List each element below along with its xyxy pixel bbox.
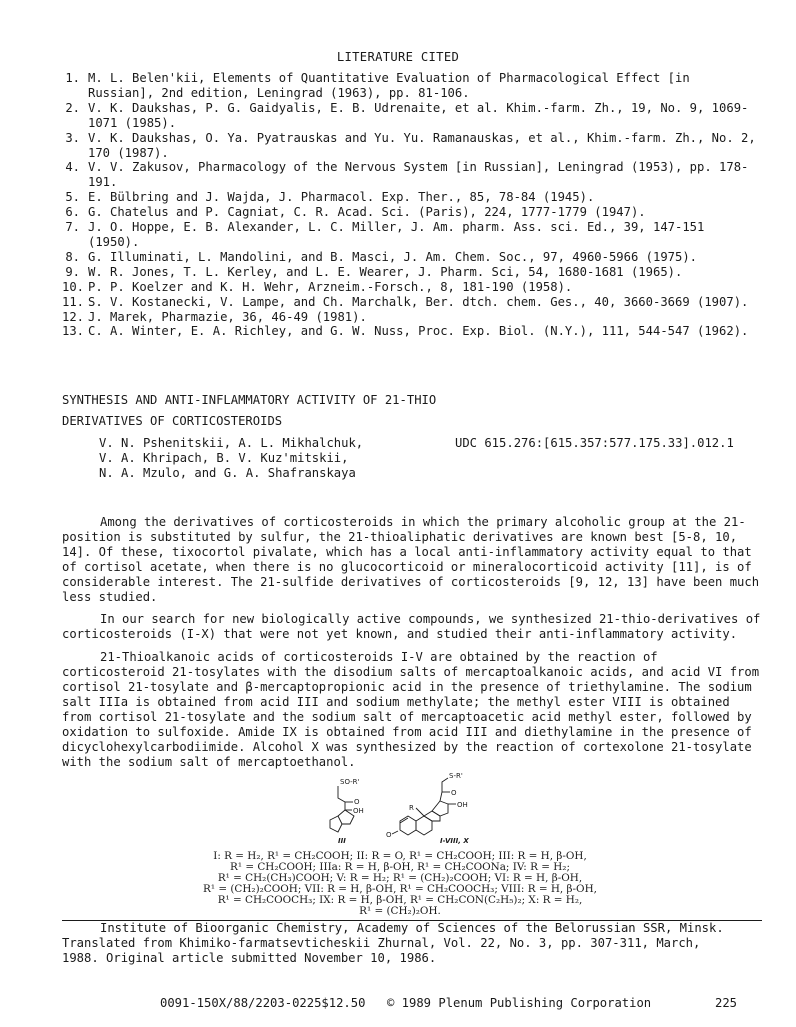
reference-item — [62, 205, 762, 220]
left-substituent-label: SO-R' — [340, 778, 360, 786]
article-body — [62, 515, 762, 778]
reference-text: G. Illuminati, L. Mandolini, and B. Masci, J. Am. Chem. Soc., 97, 4960-5966 (1975). — [88, 249, 698, 264]
article-title-line: DERIVATIVES OF CORTICOSTEROIDS — [62, 414, 283, 428]
article-title-line: SYNTHESIS AND ANTI-INFLAMMATORY ACTIVITY OF 21-THIO — [62, 393, 437, 407]
right-compound-numbers: I-VIII, X — [440, 837, 469, 845]
reference-text: W. R. Jones, T. L. Kerley, and L. E. Wearer, J. Pharm. Sci, 54, 1680-1681 (1965). — [88, 264, 683, 279]
body-paragraph: In our search for new biologically active compounds, we synthesized 21-thio-derivatives of corticosteroids (I-X) that were not yet known, and studied their anti-inflammatory activity. — [62, 612, 761, 642]
reference-number: 11. — [62, 294, 85, 309]
reference-item — [62, 160, 762, 190]
affiliation-line: Institute of Bioorganic Chemistry, Academy of Sciences of the Belorussian SSR, Minsk. — [100, 921, 724, 935]
right-oxo-label: O — [451, 789, 457, 797]
reference-item — [62, 190, 762, 205]
reference-text: P. P. Koelzer and K. H. Wehr, Arzneim.-Forsch., 8, 181-190 (1958). — [88, 279, 573, 294]
reference-text: J. O. Hoppe, E. B. Alexander, L. C. Miller, J. Am. pharm. Ass. sci. Ed., 39, 147-151 (1950). — [88, 220, 705, 249]
compound-key-line: R¹ = CH₂COOCH₃; IX: R = H, β-OH, R¹ = CH₂CON(C₂H₅)₂; X: R = H₂, — [217, 893, 583, 906]
reference-text: E. Bülbring and J. Wajda, J. Pharmacol. Exp. Ther., 85, 78-84 (1945). — [88, 190, 595, 205]
left-compound-number: III — [338, 837, 346, 845]
author-line: V. A. Khripach, B. V. Kuz'mitskii, — [99, 450, 349, 465]
reference-number: 5. — [65, 190, 80, 205]
udc-code: UDC 615.276:[615.357:577.175.33].012.1 — [455, 436, 734, 450]
body-paragraph: 21-Thioalkanoic acids of corticosteroids I-V are obtained by the reaction of corticosteroid 21-tosylates with the disodium salts of mercaptoalkanoic acids, and acid VI from cortisol 21-tosylate and β-mercaptopropionic acid in the presence of triethylamine. The sodium salt IIIa is obtained from acid III and sodium methylate; the methyl ester VIII is obtained from cortisol 21-tosylate and the sodium salt of mercaptoacetic acid methyl ester, followed by oxidation to sulfoxide. Amide IX is obtained from acid III and diethylamine in the presence of dicyclohexylcarbodiimide. Alcohol X was synthesized by the reaction of cortexolone 21-tosylate with the sodium salt of mercaptoethanol. — [62, 650, 760, 769]
right-substituent-label: S-R' — [449, 772, 463, 780]
reference-item — [62, 250, 762, 265]
reference-number: 13. — [62, 324, 85, 339]
copyright-notice: © 1989 Plenum Publishing Corporation — [387, 996, 652, 1010]
r-group-label: R — [409, 804, 414, 812]
reference-text: V. V. Zakusov, Pharmacology of the Nervous System [in Russian], Leningrad (1953), pp. 178-191. — [88, 160, 749, 190]
compound-key-line: R¹ = CH₂(CH₃)COOH; V: R = H₂; R¹ = (CH₂)₂COOH; VI: R = H, β-OH, — [217, 871, 583, 884]
reference-number: 1. — [65, 71, 80, 85]
reference-text: M. L. Belen'kii, Elements of Quantitative Evaluation of Pharmacological Effect [in Russian], 2nd edition, Leningrad (1963), pp. 81-106. — [88, 71, 690, 100]
compound-key — [180, 851, 620, 916]
reference-item — [62, 324, 762, 339]
author-list — [99, 436, 363, 481]
reference-text: S. V. Kostanecki, V. Lampe, and Ch. Marchalk, Ber. dtch. chem. Ges., 40, 3660-3669 (1907). — [88, 294, 749, 309]
reference-item — [62, 265, 762, 280]
left-oxo-label: O — [354, 798, 360, 806]
literature-cited-heading: LITERATURE CITED — [336, 50, 460, 64]
reference-text: J. Marek, Pharmazie, 36, 46-49 (1981). — [88, 309, 367, 324]
translation-line: Translated from Khimiko-farmatsevticheskii Zhurnal, Vol. 22, No. 3, pp. 307-311, March, — [62, 935, 701, 950]
article-title — [62, 390, 436, 432]
reference-number: 12. — [62, 309, 85, 324]
ketone-oxygen-label: O — [386, 831, 392, 839]
reference-text: G. Chatelus and P. Cagniat, C. R. Acad. Sci. (Paris), 224, 1777-1779 (1947). — [88, 205, 646, 220]
reference-number: 6. — [65, 205, 80, 220]
reference-number: 10. — [62, 279, 85, 294]
reference-item — [62, 71, 762, 101]
author-line: N. A. Mzulo, and G. A. Shafranskaya — [99, 465, 356, 480]
reference-item — [62, 280, 762, 295]
reference-item — [62, 310, 762, 325]
compound-key-line: R¹ = (CH₂)₂COOH; VII: R = H, β-OH, R¹ = CH₂COOCH₃; VIII: R = H, β-OH, — [203, 882, 597, 895]
reference-number: 4. — [65, 160, 80, 175]
reference-text: V. K. Daukshas, O. Ya. Pyatrauskas and Yu. Yu. Ramanauskas, et al., Khim.-farm. Zh., No. 2, 170 (1987). — [88, 130, 756, 160]
submission-line: 1988. Original article submitted November 10, 1986. — [62, 950, 437, 965]
reference-number: 7. — [65, 220, 80, 235]
author-line: V. N. Pshenitskii, A. L. Mikhalchuk, — [99, 436, 364, 450]
chemical-structure-figure — [312, 768, 492, 848]
compound-key-line: R¹ = (CH₂)₂OH. — [359, 904, 441, 917]
reference-text: V. K. Daukshas, P. G. Gaidyalis, E. B. Udrenaite, et al. Khim.-farm. Zh., 19, No. 9, 1069-1071 (1985). — [88, 100, 749, 130]
left-hydroxyl-label: OH — [353, 807, 364, 815]
reference-item — [62, 101, 762, 131]
reference-item — [62, 220, 762, 250]
reference-item — [62, 131, 762, 161]
compound-key-line: R¹ = CH₂COOH; IIIa: R = H, β-OH, R¹ = CH₂COONa; IV: R = H₂; — [230, 860, 570, 873]
right-hydroxyl-label: OH — [457, 801, 468, 809]
affiliation-footnote — [62, 921, 762, 966]
article-code: 0091-150X/88/2203-0225$12.50 — [160, 996, 366, 1010]
reference-number: 9. — [65, 264, 80, 279]
reference-text: C. A. Winter, E. A. Richley, and G. W. Nuss, Proc. Exp. Biol. (N.Y.), 111, 544-547 (1962). — [88, 324, 749, 339]
reference-number: 2. — [65, 100, 80, 115]
reference-number: 3. — [65, 130, 80, 145]
reference-list — [62, 71, 762, 339]
reference-item — [62, 295, 762, 310]
page-number: 225 — [715, 996, 738, 1010]
reference-number: 8. — [65, 249, 80, 264]
body-paragraph: Among the derivatives of corticosteroids in which the primary alcoholic group at the 21-position is substituted by sulfur, the 21-thioaliphatic derivatives are known best [5-8, 10, 14]. Of these, tixocortol pivalate, which has a local anti-inflammatory activity equal to that of cortisol acetate, when there is no glucocorticoid or mineralocorticoid activity [11], is of considerable interest. The 21-sulfide derivatives of corticosteroids [9, 12, 13] have been much less studied. — [62, 515, 760, 604]
compound-key-line: I: R = H₂, R¹ = CH₂COOH; II: R = O, R¹ = CH₂COOH; III: R = H, β-OH, — [213, 850, 587, 862]
